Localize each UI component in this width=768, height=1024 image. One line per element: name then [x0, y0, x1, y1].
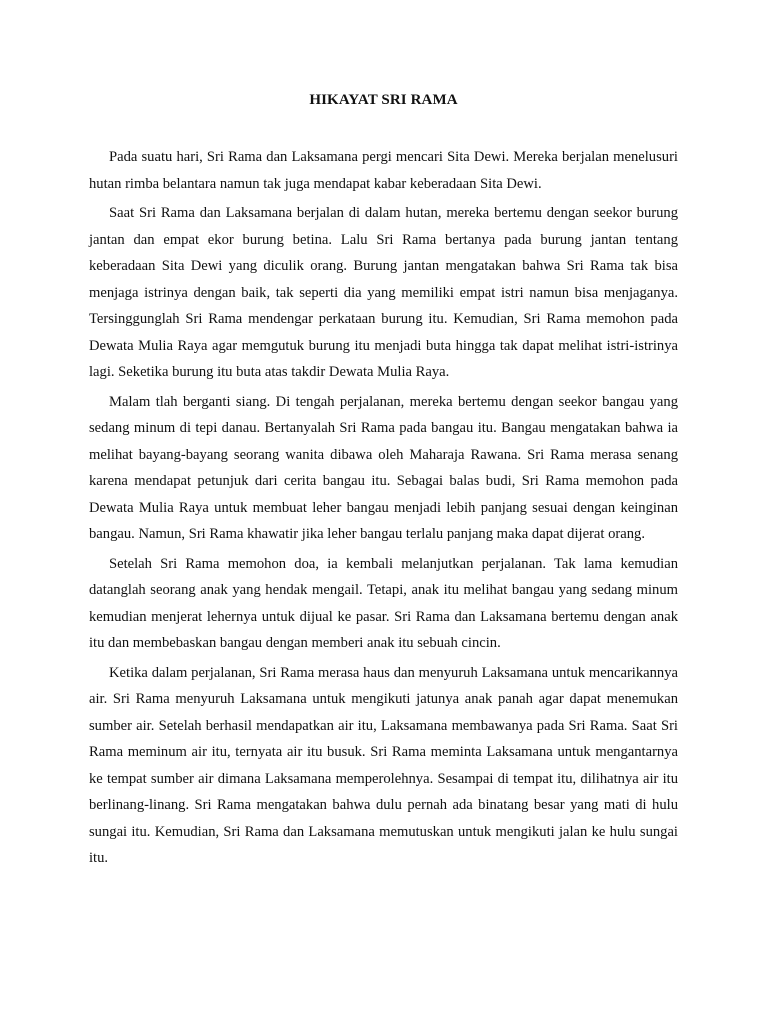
paragraph-2: Saat Sri Rama dan Laksamana berjalan di dalam hutan, mereka bertemu dengan seekor burung jantan dan empat ekor burung betina. Lalu Sri Rama bertanya pada burung jantan tentang keberadaan Sita Dewi yang diculik orang. Burung jantan mengatakan bahwa Sri Rama tak bisa menjaga istrinya dengan baik, tak seperti dia yang memiliki empat istri namun bisa menjaganya. Tersinggunglah Sri Rama mendengar perkataan burung itu. Kemudian, Sri Rama memohon pada Dewata Mulia Raya agar memgutuk burung itu menjadi buta hingga tak dapat melihat istri-istrinya lagi. Seketika burung itu buta atas takdir Dewata Mulia Raya. — [89, 205, 678, 380]
paragraph-1: Pada suatu hari, Sri Rama dan Laksamana pergi mencari Sita Dewi. Mereka berjalan menelusuri hutan rimba belantara namun tak juga mendapat kabar keberadaan Sita Dewi. — [89, 149, 678, 192]
paragraph-3: Malam tlah berganti siang. Di tengah perjalanan, mereka bertemu dengan seekor bangau yang sedang minum di tepi danau. Bertanyalah Sri Rama pada bangau itu. Bangau mengatakan bahwa ia melihat bayang-bayang seorang wanita dibawa oleh Maharaja Rawana. Sri Rama merasa senang karena mendapat petunjuk dari cerita bangau itu. Sebagai balas budi, Sri Rama memohon pada Dewata Mulia Raya untuk membuat leher bangau menjadi lebih panjang sesuai dengan keinginan bangau. Namun, Sri Rama khawatir jika leher bangau terlalu panjang maka dapat dijerat orang. — [89, 393, 678, 542]
paragraph-5: Ketika dalam perjalanan, Sri Rama merasa haus dan menyuruh Laksamana untuk mencarikannya air. Sri Rama menyuruh Laksamana untuk mengikuti jatunya anak panah agar dapat menemukan sumber air. Setelah berhasil mendapatkan air itu, Laksamana membawanya pada Sri Rama. Saat Sri Rama meminum air itu, ternyata air itu busuk. Sri Rama meminta Laksamana untuk mengantarnya ke tempat sumber air dimana Laksamana memperolehnya. Sesampai di tempat itu, dilihatnya air itu berlinang-linang. Sri Rama mengatakan bahwa dulu pernah ada binatang besar yang mati di hulu sungai itu. Kemudian, Sri Rama dan Laksamana memutuskan untuk mengikuti jalan ke hulu sungai itu. — [89, 664, 678, 866]
document-title: HIKAYAT SRI RAMA — [309, 92, 458, 108]
paragraph-4: Setelah Sri Rama memohon doa, ia kembali melanjutkan perjalanan. Tak lama kemudian datanglah seorang anak yang hendak mengail. Tetapi, anak itu melihat bangau yang sedang minum kemudian menjerat lehernya untuk dijual ke pasar. Sri Rama dan Laksamana bertemu dengan anak itu dan membebaskan bangau dengan memberi anak itu sebuah cincin. — [89, 555, 678, 651]
document-page — [89, 90, 678, 875]
